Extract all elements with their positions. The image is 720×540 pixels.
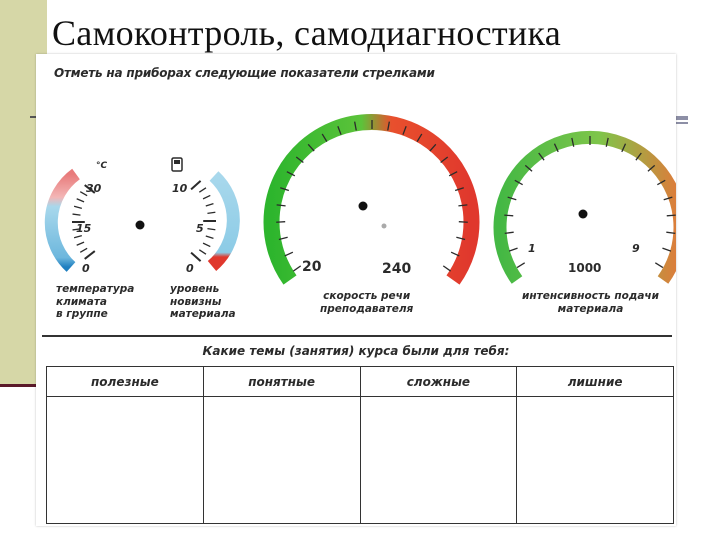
gauge-tick	[207, 212, 215, 213]
novelty-gauge[interactable]	[172, 158, 233, 275]
divider	[42, 335, 672, 337]
tick-label-9: 9	[632, 242, 640, 255]
tick-label-10: 10	[172, 182, 188, 195]
fuel-icon	[172, 158, 182, 171]
gauge-tick	[203, 243, 210, 246]
tick-label-240: 240	[382, 261, 412, 277]
column-header-useful: полезные	[47, 367, 204, 397]
gauge-pivot	[136, 221, 145, 230]
gauge-tick	[73, 214, 81, 215]
novelty-ticks	[191, 181, 216, 261]
speech-speed-label: скорость речи преподавателя	[320, 290, 414, 315]
gauge-tick	[199, 188, 206, 192]
tick-label-30: 30	[86, 182, 102, 195]
gauge-tick	[667, 215, 676, 216]
gauge-tick	[662, 248, 670, 251]
answer-cell-useful[interactable]	[47, 397, 204, 524]
fuel-icon-window	[174, 160, 180, 164]
tick-label-1000: 1000	[568, 261, 602, 275]
gauge-tick	[77, 242, 84, 245]
tick-label-0: 0	[82, 262, 90, 275]
slide-title: Самоконтроль, самодиагностика	[52, 13, 562, 53]
temperature-gauge[interactable]	[51, 161, 144, 275]
gauge-tick	[509, 248, 517, 251]
gauge-tick	[191, 253, 201, 262]
gauge-tick	[85, 251, 95, 259]
tick-label-5: 5	[196, 222, 204, 235]
gauge-tick	[443, 266, 450, 271]
tick-label-1: 1	[528, 242, 536, 255]
gauge-tick	[293, 266, 300, 271]
gauge-tick	[207, 229, 215, 230]
answer-cell-clear[interactable]	[203, 397, 360, 524]
gauge-tick	[459, 222, 468, 223]
gauge-tick	[74, 236, 82, 238]
temperature-label: температура климата в группе	[56, 283, 135, 320]
gauge-pivot	[359, 202, 368, 211]
gauge-tick	[206, 236, 214, 238]
gauge-tick	[655, 263, 663, 268]
speech-speed-gauge[interactable]	[272, 120, 472, 280]
gauge-pivot	[579, 210, 588, 219]
intensity-gauge[interactable]	[500, 136, 676, 280]
gauge-tick	[74, 206, 82, 208]
gauge-tick	[504, 215, 513, 216]
answer-cell-difficult[interactable]	[360, 397, 517, 524]
topics-table	[46, 366, 674, 524]
answer-cell-unnecessary[interactable]	[517, 397, 674, 524]
gauge-tick	[203, 195, 210, 198]
tick-label-0: 0	[186, 262, 194, 275]
tick-label-15: 15	[76, 222, 92, 235]
gauge-dot	[382, 224, 387, 229]
column-header-clear: понятные	[203, 367, 360, 397]
tick-label-20: 20	[302, 259, 322, 275]
gauge-tick	[191, 181, 201, 190]
column-header-difficult: сложные	[360, 367, 517, 397]
column-header-unnecessary: лишние	[517, 367, 674, 397]
gauge-tick	[80, 248, 87, 252]
instruction-text: Отметь на приборах следующие показатели стрелками	[54, 66, 435, 80]
gauge-tick	[517, 263, 525, 268]
worksheet	[36, 54, 676, 526]
gauge-tick	[206, 204, 214, 206]
thermometer-icon: °С	[96, 161, 108, 171]
intensity-label: интенсивность подачи материала	[522, 290, 659, 315]
novelty-label: уровень новизны материала	[170, 283, 236, 320]
table-title: Какие темы (занятия) курса были для тебя:	[202, 344, 510, 358]
gauge-tick	[77, 199, 84, 202]
gauge-tick	[199, 250, 206, 254]
gauge-tick	[285, 252, 293, 256]
gauge-tick	[276, 222, 285, 223]
